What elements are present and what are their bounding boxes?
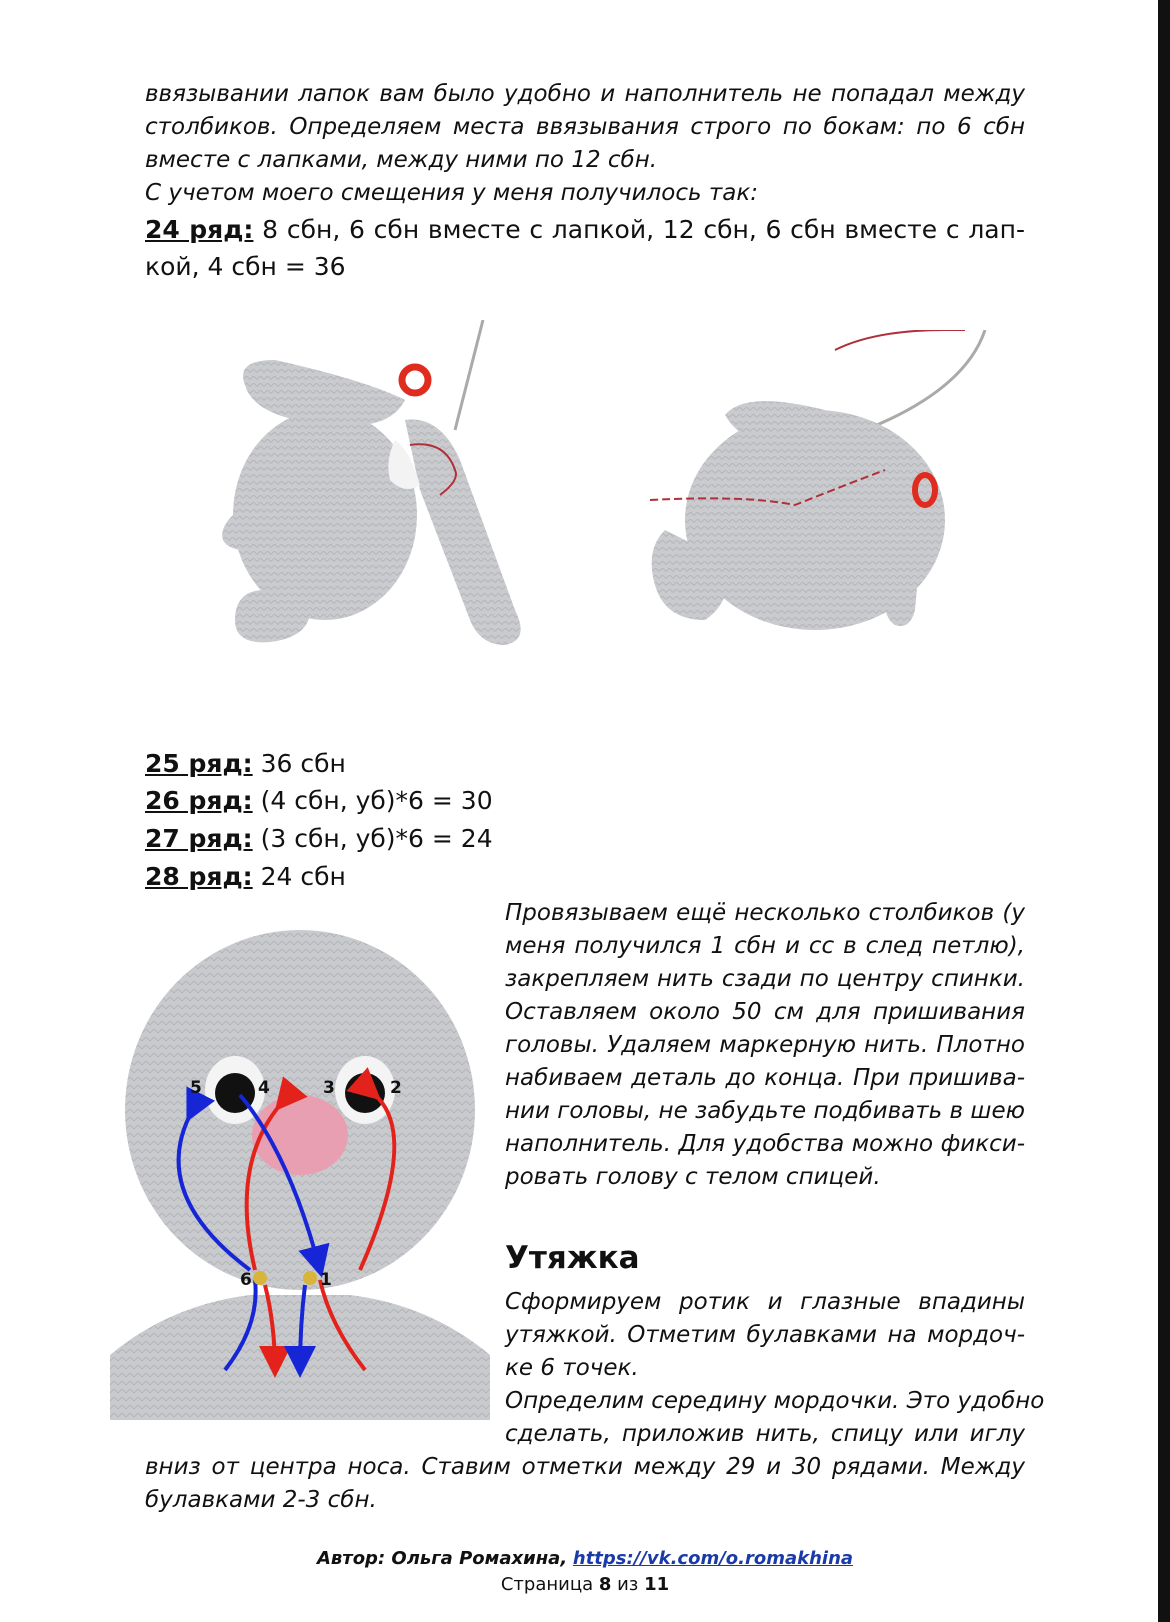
point-label-2: 2 xyxy=(390,1078,402,1098)
row-24-cont: кой, 4 сбн = 36 xyxy=(145,252,346,281)
intro-line-3: вместе с лапками, между ними по 12 сбн. xyxy=(145,147,658,173)
right-line-1: Провязываем ещё несколько столбиков (у xyxy=(505,900,1025,926)
row-26-label: 26 ряд: xyxy=(145,786,253,815)
page-mid: из xyxy=(611,1574,645,1595)
right-line-2: меня получился 1 сбн и сс в след петлю), xyxy=(505,933,1025,959)
section-title: Утяжка xyxy=(505,1240,640,1276)
bottom-line-1: вниз от центра носа. Ставим отметки между 29 и 30 рядами. Между xyxy=(145,1454,1025,1480)
row-27-label: 27 ряд: xyxy=(145,824,253,853)
intro-note: С учетом моего смещения у меня получилось так: xyxy=(145,180,758,206)
bunny-body-photo-right xyxy=(645,330,995,680)
row-28 xyxy=(145,859,346,895)
point-label-1: 1 xyxy=(320,1270,332,1290)
point-label-6: 6 xyxy=(240,1270,252,1290)
page-edge xyxy=(1158,0,1170,1622)
right-line-3: закрепляем нить сзади по центру спинки. xyxy=(505,966,1025,992)
bunny-head-diagram xyxy=(110,925,490,1420)
footer-author-line xyxy=(0,1548,1170,1569)
row-24-label: 24 ряд: xyxy=(145,215,254,244)
row-26 xyxy=(145,783,493,819)
footer-page xyxy=(0,1574,1170,1595)
right-line-4: Оставляем около 50 см для пришивания xyxy=(505,999,1025,1025)
point-label-4: 4 xyxy=(258,1078,270,1098)
section-line-1: Сформируем ротик и глазные впадины xyxy=(505,1289,1025,1315)
section-line-4: Определим середину мордочки. Это удобно xyxy=(505,1388,1045,1414)
row-24 xyxy=(145,211,1025,248)
intro-line-1: ввязывании лапок вам было удобно и наполнитель не попадал между xyxy=(145,81,1025,107)
bunny-body-photo-left xyxy=(215,320,555,680)
row-28-label: 28 ряд: xyxy=(145,862,253,891)
row-26-text: (4 сбн, уб)*6 = 30 xyxy=(252,786,493,815)
row-25-label: 25 ряд: xyxy=(145,749,253,778)
right-line-9: ровать голову с телом спицей. xyxy=(505,1164,881,1190)
intro-line-2: столбиков. Определяем места ввязывания строго по бокам: по 6 сбн xyxy=(145,114,1025,140)
footer-author: Автор: Ольга Ромахина, xyxy=(316,1548,568,1569)
section-line-2: утяжкой. Отметим булавками на мордоч- xyxy=(505,1322,1025,1348)
page-prefix: Страница xyxy=(500,1574,599,1595)
bottom-line-2: булавками 2-3 сбн. xyxy=(145,1487,377,1513)
section-line-5: сделать, приложив нить, спицу или иглу xyxy=(505,1421,1025,1447)
footer-link[interactable]: https://vk.com/o.romakhina xyxy=(572,1548,854,1569)
row-28-text: 24 сбн xyxy=(252,862,346,891)
right-line-5: головы. Удаляем маркерную нить. Плотно xyxy=(505,1032,1025,1058)
row-25 xyxy=(145,746,346,782)
right-line-8: наполнитель. Для удобства можно фикси- xyxy=(505,1131,1025,1157)
section-line-3: ке 6 точек. xyxy=(505,1355,639,1381)
right-line-6: набиваем деталь до конца. При пришива- xyxy=(505,1065,1025,1091)
point-label-5: 5 xyxy=(190,1078,202,1098)
page-number: 8 xyxy=(598,1574,612,1595)
row-27 xyxy=(145,821,493,857)
page-total: 11 xyxy=(644,1574,670,1595)
row-24-text: 8 сбн, 6 сбн вместе с лапкой, 12 сбн, 6 сбн вместе с лап- xyxy=(253,215,1025,244)
point-label-3: 3 xyxy=(323,1078,335,1098)
row-27-text: (3 сбн, уб)*6 = 24 xyxy=(252,824,493,853)
right-line-7: нии головы, не забудьте подбивать в шею xyxy=(505,1098,1025,1124)
row-25-text: 36 сбн xyxy=(252,749,346,778)
